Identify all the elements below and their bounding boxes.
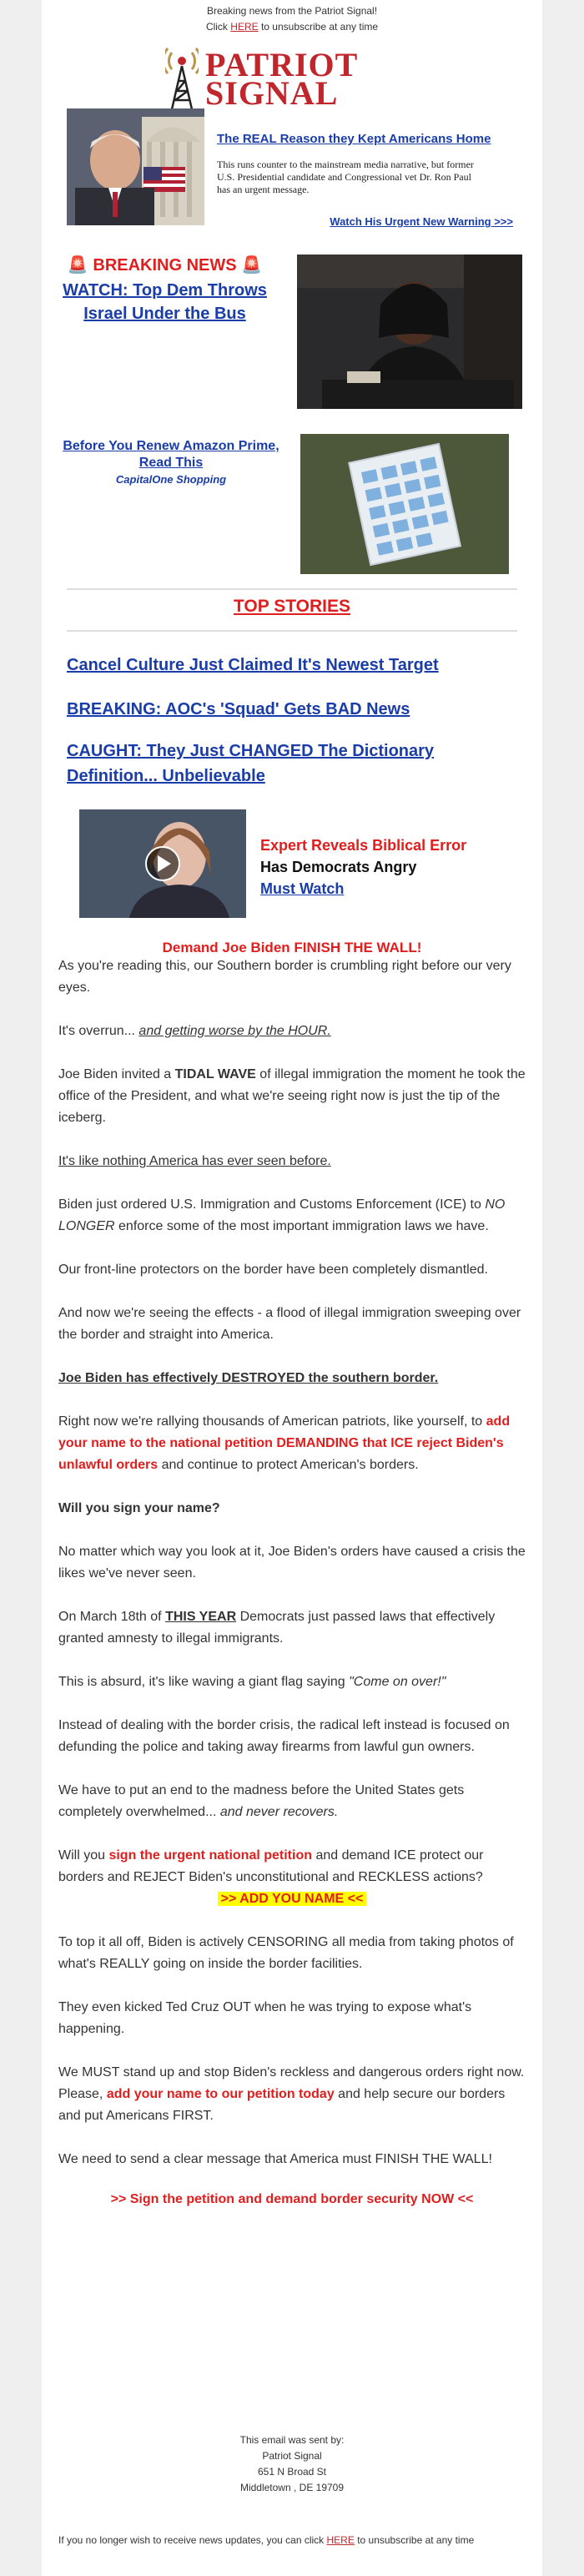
footer-unsubscribe: If you no longer wish to receive news updates, you can click HERE to unsubscribe at any time	[58, 2534, 475, 2546]
top-story-3[interactable]: CAUGHT: They Just CHANGED The Dictionary Definition... Unbelievable	[67, 742, 435, 785]
logo-line-1: PATRIOT	[205, 46, 359, 83]
paragraph: On March 18th of THIS YEAR Democrats just passed laws that effectively granted amnesty to illegal immigrants.	[58, 1610, 496, 1646]
ad-ron-paul-title[interactable]: The REAL Reason they Kept Americans Home	[217, 132, 491, 146]
breaking-news-label: 🚨 BREAKING NEWS 🚨	[67, 256, 263, 275]
amazon-ad-text[interactable]	[58, 438, 284, 486]
paragraph: Right now we're rallying thousands of American patriots, like yourself, to add your name to the national petition DEMANDING that ICE reject Biden's unlawful orders and continue to protect American's borders.	[58, 1414, 511, 1472]
breaking-news-headline[interactable]: WATCH: Top Dem Throws Israel Under the Bus	[63, 281, 267, 323]
petition-link[interactable]: add your name to our petition today	[106, 2087, 335, 2101]
paragraph: Our front-line protectors on the border have been completely dismantled.	[58, 1263, 488, 1277]
top-story-1[interactable]: Cancel Culture Just Claimed It's Newest Target	[67, 656, 439, 674]
paragraph: Joe Biden has effectively DESTROYED the southern border.	[58, 1371, 439, 1385]
paragraph: We MUST stand up and stop Biden's reckless and dangerous orders right now. Please, add your name to our petition today and help secure our borders and put Americans FIRST.	[58, 2065, 525, 2123]
petition-link[interactable]: add your name to the national petition DEMANDING that ICE reject Biden's unlawful orders	[58, 1414, 511, 1472]
unsubscribe-line: Click HERE to unsubscribe at any time	[205, 21, 379, 33]
article-body	[58, 955, 526, 2207]
radio-tower-icon	[165, 48, 199, 111]
divider-top	[67, 588, 517, 590]
amazon-ad-title[interactable]: Before You Renew Amazon Prime, Read This	[63, 439, 279, 470]
paragraph: As you're reading this, our Southern border is crumbling right before our very eyes.	[58, 959, 511, 995]
add-name-cta[interactable]	[58, 1888, 526, 1910]
paragraph: It's like nothing America has ever seen before.	[58, 1154, 331, 1168]
paragraph: This is absurd, it's like waving a giant flag saying "Come on over!"	[58, 1675, 446, 1689]
amazon-ad-sponsor: CapitalOne Shopping	[115, 473, 227, 486]
video-ad-line-2: Has Democrats Angry	[260, 859, 417, 875]
paragraph: We need to send a clear message that America must FINISH THE WALL!	[58, 2152, 492, 2166]
amazon-ad-thumbnail[interactable]	[300, 434, 509, 574]
petition-link[interactable]: sign the urgent national petition	[108, 1848, 312, 1863]
divider-bottom	[67, 630, 517, 632]
video-ad-thumbnail[interactable]	[79, 809, 246, 918]
siren-icon: 🚨	[241, 256, 263, 275]
email-page	[42, 0, 542, 2576]
sign-petition-cta[interactable]: >> Sign the petition and demand border security NOW <<	[110, 2192, 474, 2206]
breaking-news-thumbnail[interactable]	[297, 255, 522, 409]
video-ad-line-3[interactable]: Must Watch	[260, 880, 345, 897]
paragraph: Biden just ordered U.S. Immigration and Customs Enforcement (ICE) to NO LONGER enforce some of the most important immigration laws we have.	[58, 1197, 506, 1233]
paragraph: We have to put an end to the madness before the United States gets completely overwhelmed... and never recovers.	[58, 1783, 465, 1819]
video-ad-line-1: Expert Reveals Biblical Error	[260, 837, 467, 854]
paragraph: No matter which way you look at it, Joe Biden's orders have caused a crisis the likes we've never seen.	[58, 1545, 526, 1580]
paragraph: Will you sign your name?	[58, 1501, 220, 1515]
article-heading: Demand Joe Biden FINISH THE WALL!	[162, 940, 422, 955]
unsubscribe-link[interactable]: HERE	[230, 21, 259, 33]
paragraph: Instead of dealing with the border crisis, the radical left instead is focused on defunding the police and taking away firearms from lawful gun owners.	[58, 1718, 510, 1754]
add-name-button[interactable]: >> ADD YOU NAME <<	[218, 1892, 367, 1906]
paragraph: It's overrun... and getting worse by the HOUR.	[58, 1024, 331, 1038]
logo-line-2: SIGNAL	[205, 74, 339, 112]
footer-unsubscribe-link[interactable]: HERE	[326, 2534, 355, 2546]
footer-address: This email was sent by: Patriot Signal 651 N Broad St Middletown , DE 19709	[239, 2434, 345, 2493]
top-story-2[interactable]: BREAKING: AOC's 'Squad' Gets BAD News	[67, 700, 410, 718]
paragraph: And now we're seeing the effects - a flood of illegal immigration sweeping over the border and straight into America.	[58, 1306, 521, 1342]
siren-icon: 🚨	[67, 256, 88, 275]
paragraph: To top it all off, Biden is actively CENSORING all media from taking photos of what's REALLY going on inside the border facilities.	[58, 1935, 514, 1971]
preheader	[42, 3, 542, 35]
paragraph: Will you sign the urgent national petition and demand ICE protect our borders and REJECT Biden's unconstitutional and RECKLESS actions?	[58, 1848, 484, 1884]
ad-ron-paul-cta[interactable]: Watch His Urgent New Warning >>>	[330, 215, 513, 228]
ad-ron-paul-body: This runs counter to the mainstream media narrative, but former U.S. Presidential candidate and Congressional vet Dr. Ron Paul has an urgent message.	[217, 159, 474, 195]
top-stories-heading: TOP STORIES	[233, 597, 351, 616]
video-ad-text[interactable]	[260, 834, 511, 900]
paragraph: Joe Biden invited a TIDAL WAVE of illegal immigration the moment he took the office of the President, and what we're seeing right now is just the tip of the iceberg.	[58, 1067, 526, 1125]
paragraph: They even kicked Ted Cruz OUT when he was trying to expose what's happening.	[58, 2000, 472, 2036]
preheader-text: Breaking news from the Patriot Signal!	[206, 5, 378, 17]
ron-paul-thumbnail[interactable]	[67, 108, 204, 225]
breaking-news-block[interactable]	[58, 255, 271, 325]
patriot-signal-logo[interactable]	[165, 46, 432, 113]
